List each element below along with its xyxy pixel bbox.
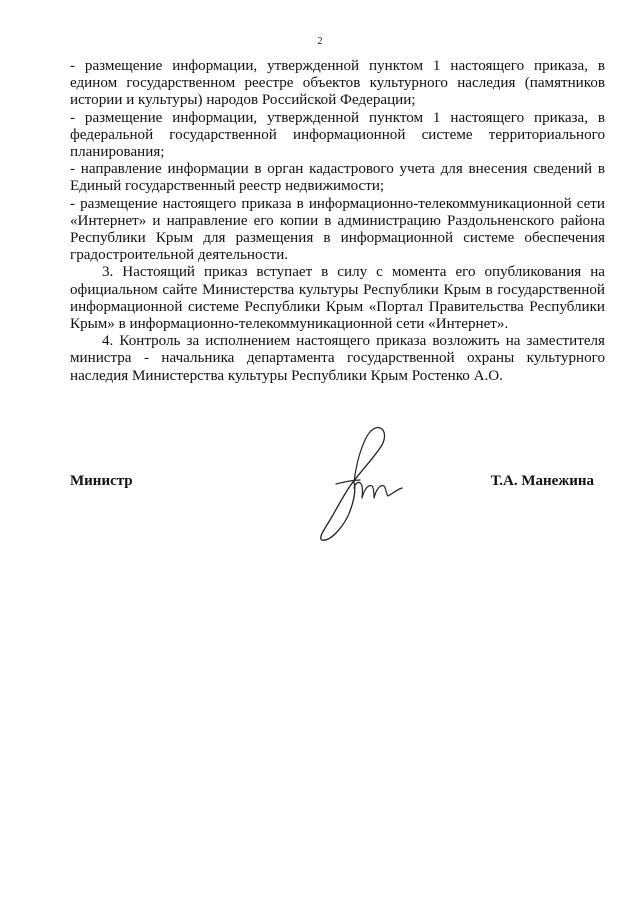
paragraph-item-4: 4. Контроль за исполнением настоящего приказа возложить на заместителя министра - начальника департамента государственной охраны культурного наследия Министерства культуры Республики Крым Ростенко А.О. xyxy=(70,333,605,384)
paragraph-bullet-cadastral: - направление информации в орган кадастрового учета для внесения сведений в Единый государственный реестр недвижимости; xyxy=(70,161,605,195)
handwritten-signature-icon xyxy=(314,424,410,542)
paragraph-item-3: 3. Настоящий приказ вступает в силу с момента его опубликования на официальном сайте Министерства культуры Республики Крым в государственной информационной системе Республики Крым «Портал Правительства Республики Крым» в информационно-телекоммуникационной сети «Интернет». xyxy=(70,264,605,333)
paragraph-bullet-internet: - размещение настоящего приказа в информационно-телекоммуникационной сети «Интернет» и направление его копии в администрацию Раздольненского района Республики Крым для размещения в информационной системе обеспечения градостроительной деятельности. xyxy=(70,195,605,264)
page-number: 2 xyxy=(317,36,323,47)
signer-name: Т.А. Манежина xyxy=(490,473,594,489)
signer-position-title: Министр xyxy=(70,473,133,489)
paragraph-bullet-planning-system: - размещение информации, утвержденной пунктом 1 настоящего приказа, в федеральной государственной информационной системе территориального планирования; xyxy=(70,109,605,161)
document-body xyxy=(70,58,605,385)
paragraph-bullet-registry: - размещение информации, утвержденной пунктом 1 настоящего приказа, в едином государственном реестре объектов культурного наследия (памятников истории и культуры) народов Российской Федерации; xyxy=(70,58,605,109)
